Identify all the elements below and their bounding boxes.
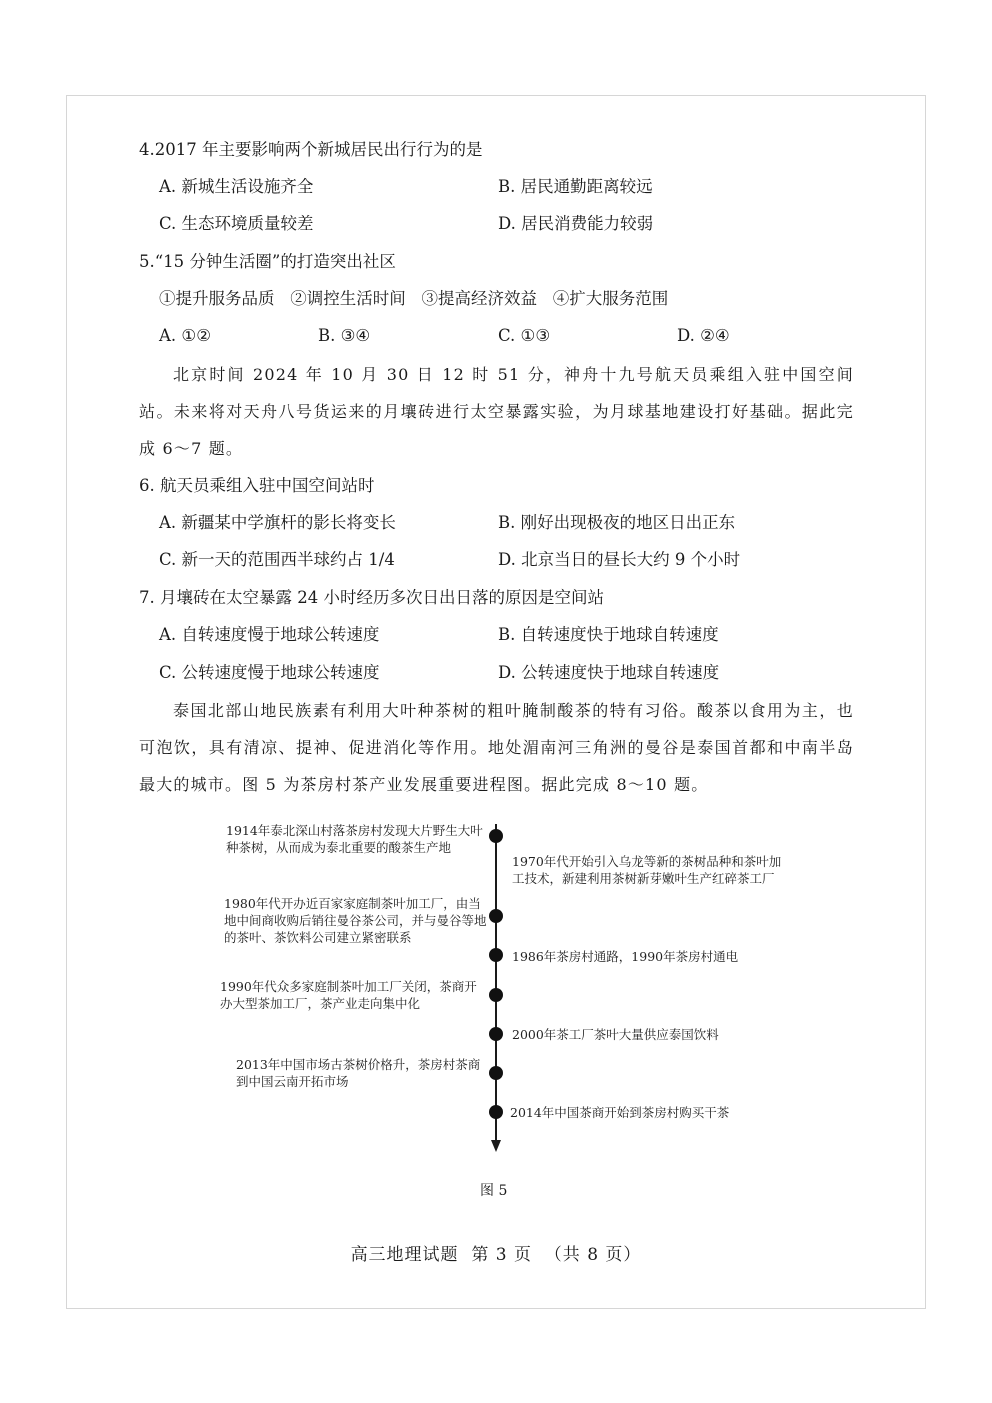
q7-option-b: B. 自转速度快于地球自转速度 — [498, 625, 719, 644]
timeline-node — [489, 909, 503, 923]
q5-option-c: C. ①③ — [498, 326, 551, 345]
q7-option-a: A. 自转速度慢于地球公转速度 — [159, 625, 380, 644]
timeline-arrow — [491, 1140, 501, 1152]
intro-text: 北京时间 2024 年 10 月 30 日 12 时 51 分，神舟十九号航天员乘组入驻中国空间站。未来将对天舟八号货运来的月壤砖进行太空暴露实验，为月球基地建设打好基础。据此完成 6～7 题。 — [139, 365, 854, 458]
q4-stem: 4.2017 年主要影响两个新城居民出行行为的是 — [139, 140, 483, 159]
q5-option-b: B. ③④ — [318, 326, 371, 345]
timeline-event-2013: 2013年中国市场古茶树价格升，茶房村茶商到中国云南开拓市场 — [236, 1057, 481, 1089]
q6-stem: 6. 航天员乘组入驻中国空间站时 — [139, 476, 375, 495]
timeline-event-1980: 1980年代开办近百家家庭制茶叶加工厂，由当地中间商收购后销往曼谷茶公司，并与曼谷等地的茶叶、茶饮料公司建立紧密联系 — [224, 896, 487, 945]
timeline-event-2000: 2000年茶工厂茶叶大量供应泰国饮料 — [512, 1027, 719, 1042]
q5-stem: 5.“15 分钟生活圈”的打造突出社区 — [139, 252, 396, 271]
q4-option-d: D. 居民消费能力较弱 — [498, 214, 654, 233]
q6-option-b: B. 刚好出现极夜的地区日出正东 — [498, 513, 736, 532]
timeline-event-2014: 2014年中国茶商开始到茶房村购买干茶 — [510, 1105, 730, 1120]
timeline-event-1914: 1914年泰北深山村落茶房村发现大片野生大叶种茶树，从而成为泰北重要的酸茶生产地 — [226, 823, 483, 855]
intro-paragraph-space-station — [139, 356, 854, 467]
q7-stem: 7. 月壤砖在太空暴露 24 小时经历多次日出日落的原因是空间站 — [139, 588, 604, 607]
intro-text: 泰国北部山地民族素有利用大叶种茶树的粗叶腌制酸茶的特有习俗。酸茶以食用为主，也可泡饮，具有清凉、提神、促进消化等作用。地处湄南河三角洲的曼谷是泰国首都和中南半岛最大的城市。图 5 为茶房村茶产业发展重要进程图。据此完成 8～10 题。 — [139, 701, 854, 794]
timeline-node — [489, 1027, 503, 1041]
timeline-event-1970: 1970年代开始引入乌龙等新的茶树品种和茶叶加工技术，新建利用茶树新芽嫩叶生产红碎茶工厂 — [512, 854, 782, 886]
q6-option-d: D. 北京当日的昼长大约 9 个小时 — [498, 550, 741, 569]
timeline-event-1986: 1986年茶房村通路，1990年茶房村通电 — [512, 949, 739, 964]
q7-option-d: D. 公转速度快于地球自转速度 — [498, 663, 720, 682]
q4-option-a: A. 新城生活设施齐全 — [159, 177, 314, 196]
q4-option-c: C. 生态环境质量较差 — [159, 214, 314, 233]
q5-items: ①提升服务品质 ②调控生活时间 ③提高经济效益 ④扩大服务范围 — [159, 289, 669, 308]
q6-option-a: A. 新疆某中学旗杆的影长将变长 — [159, 513, 396, 532]
timeline-event-1990: 1990年代众多家庭制茶叶加工厂关闭，茶商开办大型茶加工厂，茶产业走向集中化 — [220, 979, 477, 1011]
q7-option-c: C. 公转速度慢于地球公转速度 — [159, 663, 380, 682]
timeline-axis — [495, 824, 497, 1144]
q5-option-a: A. ①② — [159, 326, 211, 345]
timeline-node — [489, 948, 503, 962]
intro-paragraph-tea — [139, 692, 854, 803]
q5-option-d: D. ②④ — [677, 326, 730, 345]
figure-caption: 图 5 — [480, 1183, 508, 1199]
q6-option-c: C. 新一天的范围西半球约占 1/4 — [159, 550, 395, 569]
timeline-node — [489, 1105, 503, 1119]
timeline-node — [489, 1066, 503, 1080]
q4-option-b: B. 居民通勤距离较远 — [498, 177, 653, 196]
timeline-node — [489, 988, 503, 1002]
page-footer: 高三地理试题 第 3 页 （共 8 页） — [350, 1245, 642, 1265]
timeline-node — [489, 829, 503, 843]
